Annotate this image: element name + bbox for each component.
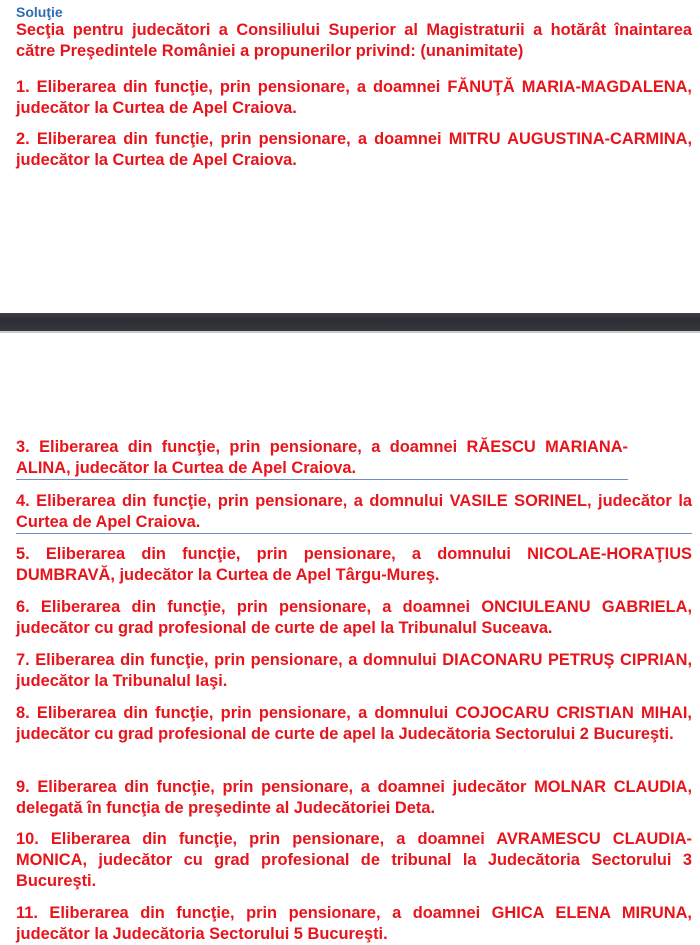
page-break-divider: [0, 313, 700, 331]
page-break-edge: [0, 331, 700, 333]
list-item: 8. Eliberarea din funcţie, prin pensionare, a domnului COJOCARU CRISTIAN MIHAI, judecător cu grad profesional de curte de apel la Judecătoria Sectorului 2 Bucureşti.: [16, 704, 692, 743]
list-item: 10. Eliberarea din funcţie, prin pensionare, a doamnei AVRAMESCU CLAUDIA-MONICA, judecător cu grad profesional de tribunal la Judecătoria Sectorului 3 Bucureşti.: [16, 830, 692, 890]
list-item: 7. Eliberarea din funcţie, prin pensionare, a domnului DIACONARU PETRUŞ CIPRIAN, judecător la Tribunalul Iaşi.: [16, 651, 692, 690]
list-item: 4. Eliberarea din funcţie, prin pensionare, a domnului VASILE SORINEL, judecător la Curtea de Apel Craiova.: [16, 491, 692, 534]
list-item: 1. Eliberarea din funcţie, prin pensionare, a doamnei FĂNUŢĂ MARIA-MAGDALENA, judecător la Curtea de Apel Craiova.: [16, 78, 692, 117]
list-item: 2. Eliberarea din funcţie, prin pensionare, a doamnei MITRU AUGUSTINA-CARMINA, judecător la Curtea de Apel Craiova.: [16, 130, 692, 169]
list-item: 5. Eliberarea din funcţie, prin pensionare, a domnului NICOLAE-HORAŢIUS DUMBRAVĂ, judecător la Curtea de Apel Târgu-Mureş.: [16, 545, 692, 584]
section-heading: Soluţie: [16, 4, 63, 20]
list-item: 11. Eliberarea din funcţie, prin pensionare, a doamnei GHICA ELENA MIRUNA, judecător la Judecătoria Sectorului 5 Bucureşti.: [16, 904, 692, 943]
list-item: 6. Eliberarea din funcţie, prin pensionare, a doamnei ONCIULEANU GABRIELA, judecător cu grad profesional de curte de apel la Tribunalul Suceava.: [16, 598, 692, 637]
list-item: 9. Eliberarea din funcţie, prin pensionare, a doamnei judecător MOLNAR CLAUDIA, delegată în funcţia de preşedinte al Judecătoriei Deta.: [16, 778, 692, 817]
intro-paragraph: Secţia pentru judecători a Consiliului Superior al Magistraturii a hotărât înaintarea către Preşedintele României a propunerilor privind: (unanimitate): [16, 21, 692, 60]
list-item: 3. Eliberarea din funcţie, prin pensionare, a doamnei RĂESCU MARIANA-ALINA, judecător la Curtea de Apel Craiova.: [16, 437, 628, 480]
